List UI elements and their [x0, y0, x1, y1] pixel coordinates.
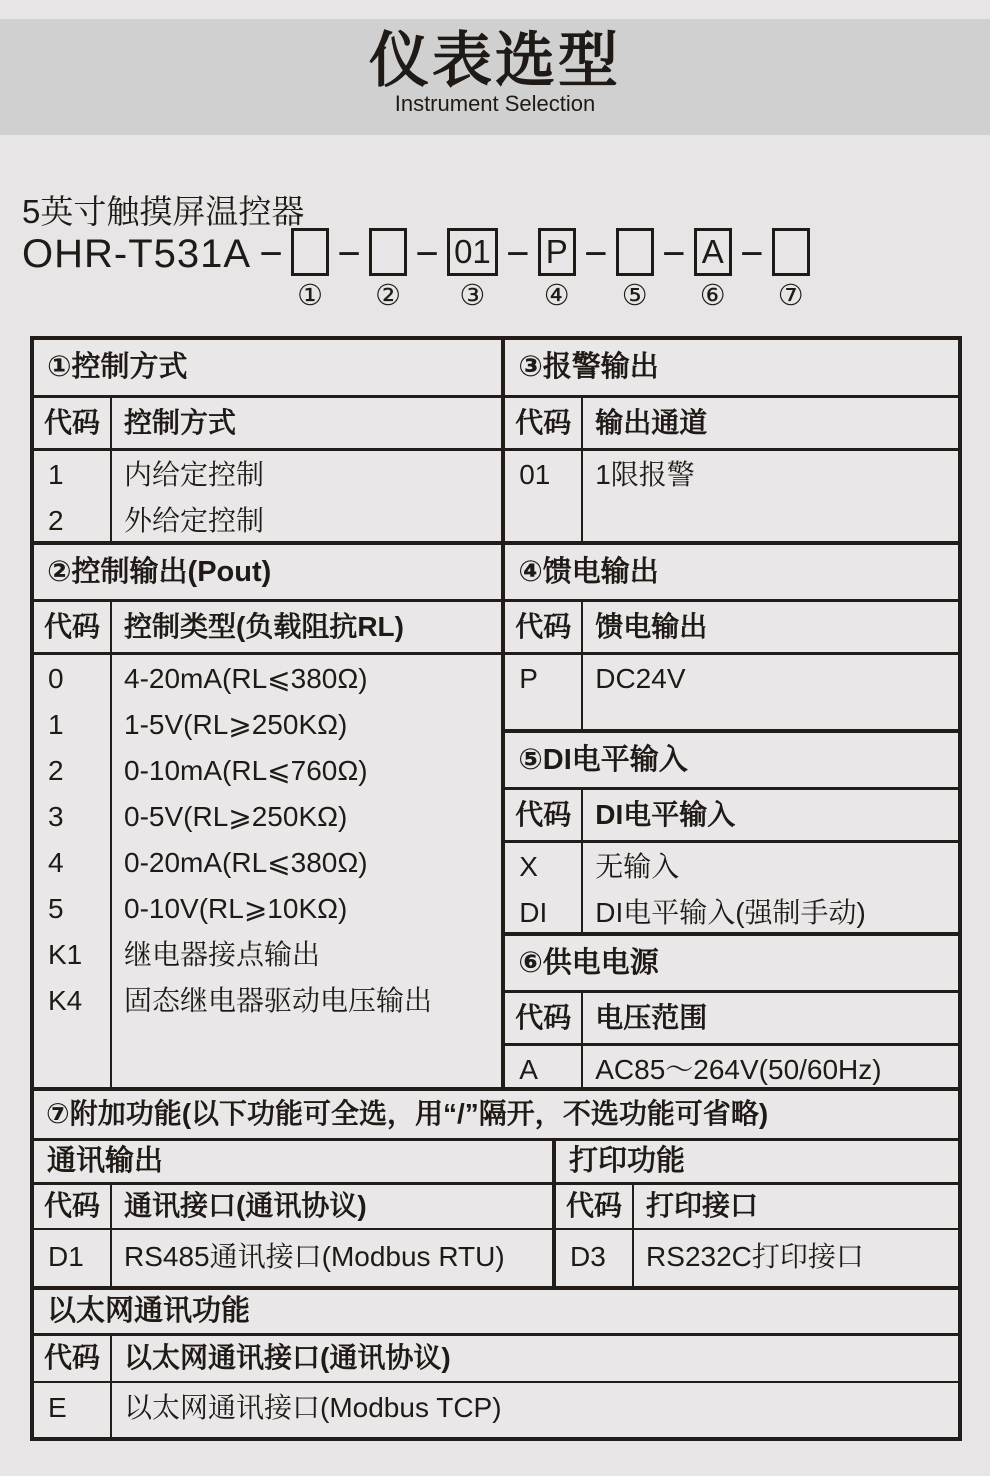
- code-column: [556, 1230, 634, 1286]
- desc-cell: 0-10mA(RL⩽760Ω): [124, 755, 368, 786]
- slot-index: ⑥: [699, 280, 726, 312]
- col-header-desc: 控制方式: [124, 407, 237, 438]
- table-left-column: [34, 340, 505, 1087]
- data-area-print: [556, 1230, 958, 1286]
- desc-cell: 内给定控制: [124, 459, 265, 490]
- code-column: [34, 655, 112, 1087]
- header-row-control-mode: [34, 398, 501, 451]
- section-title-additional: ⑦附加功能(以下功能可全选，用“/”隔开，不选功能可省略): [34, 1087, 958, 1141]
- col-header-code: 代码: [556, 1185, 634, 1228]
- col-header-desc: 打印接口: [646, 1190, 759, 1221]
- model-slot-box: 01: [447, 228, 498, 276]
- col-header-desc: DI电平输入: [595, 799, 736, 830]
- col-header-code: 代码: [505, 790, 583, 840]
- header-row-alarm-output: [505, 398, 958, 451]
- section-title-feed-output: ④馈电输出: [505, 541, 958, 602]
- col-header-desc: 控制类型(负载阻抗RL): [124, 611, 404, 642]
- col-header-code: 代码: [34, 1185, 112, 1228]
- code-cell: 1: [48, 459, 64, 490]
- section-title-print: 打印功能: [556, 1141, 958, 1185]
- model-code-line: [22, 228, 810, 311]
- desc-cell: 0-10V(RL⩾10KΩ): [124, 893, 348, 924]
- col-header-desc: 通讯接口(通讯协议): [124, 1190, 367, 1221]
- desc-cell: DI电平输入(强制手动): [595, 897, 866, 928]
- dash-separator: −: [740, 232, 764, 276]
- desc-column: [583, 451, 958, 541]
- data-area-feed-output: [505, 655, 958, 729]
- title-band: [0, 19, 990, 135]
- code-cell: K1: [48, 939, 83, 970]
- col-header-code: 代码: [505, 602, 583, 652]
- code-column: [34, 1383, 112, 1437]
- slot-index: ⑦: [777, 280, 804, 312]
- desc-column: [112, 1230, 552, 1286]
- dash-separator: −: [584, 232, 608, 276]
- code-cell: D1: [48, 1241, 84, 1272]
- header-row-di-input: [505, 790, 958, 843]
- section-title-power: ⑥供电电源: [505, 932, 958, 993]
- col-header-code: 代码: [505, 993, 583, 1043]
- desc-cell: 0-20mA(RL⩽380Ω): [124, 847, 368, 878]
- code-cell: 3: [48, 801, 64, 832]
- header-row-comm: [34, 1185, 552, 1230]
- dash-separator: −: [337, 232, 361, 276]
- code-cell: P: [519, 663, 538, 694]
- dash-separator: −: [662, 232, 686, 276]
- model-slot-box: [291, 228, 329, 276]
- section-title-alarm-output: ③报警输出: [505, 340, 958, 398]
- model-slot-4: [498, 228, 576, 311]
- desc-column: [583, 843, 958, 932]
- model-slot-7: [732, 228, 810, 311]
- desc-cell: AC85～264V(50/60Hz): [595, 1054, 882, 1085]
- data-area-alarm-output: [505, 451, 958, 541]
- desc-cell: 以太网通讯接口(Modbus TCP): [124, 1392, 502, 1423]
- col-header-code: 代码: [34, 602, 112, 652]
- page-subtitle-en: Instrument Selection: [394, 91, 596, 116]
- code-cell: 4: [48, 847, 64, 878]
- model-prefix: OHR-T531A: [22, 232, 252, 276]
- dash-separator: −: [259, 232, 283, 276]
- col-header-code: 代码: [34, 398, 112, 448]
- comm-sub-table: [34, 1141, 556, 1286]
- desc-cell: 无输入: [595, 851, 680, 882]
- data-area-comm: [34, 1230, 552, 1286]
- dash-separator: −: [415, 232, 439, 276]
- desc-cell: 1-5V(RL⩾250KΩ): [124, 709, 348, 740]
- model-slot-box: [616, 228, 654, 276]
- table-right-column: [505, 340, 958, 1087]
- model-slot-box: [369, 228, 407, 276]
- desc-cell: RS485通讯接口(Modbus RTU): [124, 1241, 505, 1272]
- desc-cell: 继电器接点输出: [124, 939, 321, 970]
- data-area-ethernet: [34, 1383, 958, 1437]
- section-title-di-input: ⑤DI电平输入: [505, 729, 958, 790]
- data-area-control-mode: [34, 451, 501, 541]
- desc-cell: 0-5V(RL⩾250KΩ): [124, 801, 348, 832]
- desc-column: [112, 1383, 958, 1437]
- section-title-comm: 通讯输出: [34, 1141, 552, 1185]
- header-row-print: [556, 1185, 958, 1230]
- code-cell: E: [48, 1392, 67, 1423]
- desc-column: [112, 655, 501, 1087]
- model-slot-6: [654, 228, 732, 311]
- model-slot-2: [329, 228, 407, 311]
- desc-cell: 固态继电器驱动电压输出: [124, 985, 433, 1016]
- model-slot-box: A: [694, 228, 732, 276]
- code-cell: 1: [48, 709, 64, 740]
- section-title-ethernet: 以太网通讯功能: [34, 1286, 958, 1336]
- code-cell: DI: [519, 897, 548, 928]
- data-area-control-output: [34, 655, 501, 1087]
- col-header-code: 代码: [505, 398, 583, 448]
- desc-column: [112, 451, 501, 541]
- code-cell: X: [519, 851, 538, 882]
- desc-cell: 4-20mA(RL⩽380Ω): [124, 663, 368, 694]
- col-header-desc: 输出通道: [595, 407, 708, 438]
- section-title-control-output: ②控制输出(Pout): [34, 541, 501, 602]
- header-row-power: [505, 993, 958, 1046]
- model-slot-3: [407, 228, 498, 311]
- print-sub-table: [556, 1141, 958, 1286]
- desc-cell: RS232C打印接口: [646, 1241, 864, 1272]
- code-cell: 2: [48, 505, 64, 536]
- code-column: [505, 1046, 583, 1087]
- header-row-ethernet: [34, 1336, 958, 1383]
- model-slot-1: [251, 228, 329, 311]
- desc-cell: DC24V: [595, 663, 686, 694]
- additional-sub-columns: [34, 1141, 958, 1286]
- col-header-code: 代码: [34, 1336, 112, 1381]
- code-column: [34, 451, 112, 541]
- page-title: 仪表选型: [369, 27, 621, 94]
- model-slot-box: [772, 228, 810, 276]
- code-cell: K4: [48, 985, 83, 1016]
- desc-column: [634, 1230, 958, 1286]
- col-header-desc: 馈电输出: [595, 611, 708, 642]
- col-header-desc: 电压范围: [595, 1002, 708, 1033]
- product-name: 5英寸触摸屏温控器: [22, 193, 305, 230]
- code-cell: 01: [519, 459, 551, 490]
- desc-cell: 1限报警: [595, 459, 695, 490]
- code-cell: 2: [48, 755, 64, 786]
- section-title-control-mode: ①控制方式: [34, 340, 501, 398]
- code-cell: 5: [48, 893, 64, 924]
- code-column: [505, 451, 583, 541]
- col-header-desc: 以太网通讯接口(通讯协议): [124, 1342, 451, 1373]
- data-area-power: [505, 1046, 958, 1087]
- desc-column: [583, 655, 958, 729]
- dash-separator: −: [506, 232, 530, 276]
- slot-index: ⑤: [621, 280, 648, 312]
- code-cell: D3: [570, 1241, 606, 1272]
- model-slot-box: P: [538, 228, 576, 276]
- header-row-feed-output: [505, 602, 958, 655]
- slot-index: ③: [459, 280, 486, 312]
- code-cell: A: [519, 1054, 538, 1085]
- header-row-control-output: [34, 602, 501, 655]
- selection-table: [30, 336, 962, 1441]
- slot-index: ②: [375, 280, 402, 312]
- code-cell: 0: [48, 663, 64, 694]
- desc-column: [583, 1046, 958, 1087]
- slot-index: ①: [297, 280, 324, 312]
- code-column: [505, 843, 583, 932]
- code-column: [34, 1230, 112, 1286]
- code-column: [505, 655, 583, 729]
- model-slot-5: [576, 228, 654, 311]
- data-area-di-input: [505, 843, 958, 932]
- desc-cell: 外给定控制: [124, 505, 265, 536]
- table-upper-columns: [34, 340, 958, 1087]
- slot-index: ④: [543, 280, 570, 312]
